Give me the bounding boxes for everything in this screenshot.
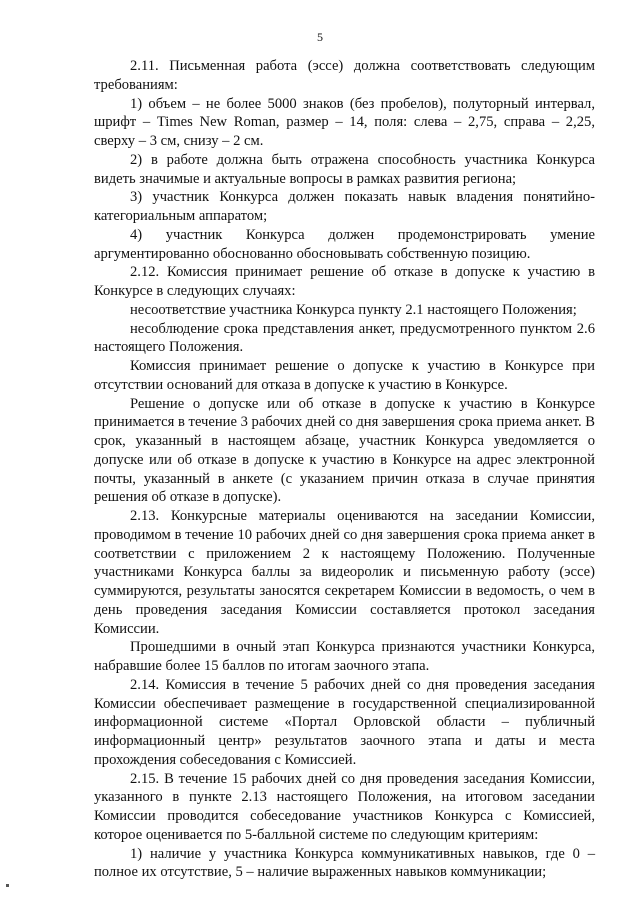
paragraph-qualification: Прошедшими в очный этап Конкурса признаются участники Конкурса, набравшие более 15 баллов по итогам заочного этапа.: [94, 639, 595, 674]
page-number: 5: [317, 30, 323, 44]
paragraph-2-11: 2.11. Письменная работа (эссе) должна соответствовать следующим требованиям:: [94, 58, 595, 93]
paragraph-refusal-reason-1: несоответствие участника Конкурса пункту 2.1 настоящего Положения;: [130, 301, 577, 318]
paragraph-2-15: 2.15. В течение 15 рабочих дней со дня проведения заседания Комиссии, указанного в пункте 2.13 настоящего Положения, на итоговом заседании Комиссии проводится собеседование участников Конкурса с Комиссией, которое оценивается по 5-балльной системе по следующим критериям:: [94, 770, 595, 843]
paragraph-requirement-1: 1) объем – не более 5000 знаков (без пробелов), полуторный интервал, шрифт – Times New Roman, размер – 14, поля: слева – 2,75, справа – 2,25, сверху – 3 см, снизу – 2 см.: [94, 95, 595, 149]
paragraph-decision-timing: Решение о допуске или об отказе в допуске к участию в Конкурсе принимается в течение 3 рабочих дней со дня завершения срока приема анкет. В срок, указанный в настоящем абзаце, участник Конкурса уведомляется о допуске или об отказе в допуске к участию в Конкурсе на адрес электронной почты, указанный в анкете (с указанием причин отказа в случае принятия решения об отказе в допуске).: [94, 395, 596, 506]
paragraph-requirement-3: 3) участник Конкурса должен показать навык владения понятийно-категориальным аппаратом;: [94, 189, 595, 224]
paragraph-requirement-4: 4) участник Конкурса должен продемонстрировать умение аргументированно обоснованно обосновывать собственную позицию.: [94, 226, 595, 262]
paragraph-criterion-1: 1) наличие у участника Конкурса коммуникативных навыков, где 0 – полное их отсутствие, 5 – наличие выраженных навыков коммуникации;: [94, 845, 595, 881]
paragraph-refusal-reason-2: несоблюдение срока представления анкет, предусмотренного пунктом 2.6 настоящего Положения.: [94, 320, 595, 356]
paragraph-2-14: 2.14. Комиссия в течение 5 рабочих дней со дня проведения заседания Комиссии обеспечивает размещение в государственной специализированной информационной системе «Портал Орловской области – публичный информационный центр» результатов заочного этапа и даты и места прохождения собеседования с Комиссией.: [94, 676, 595, 768]
scan-mark: [6, 884, 9, 887]
paragraph-2-13: 2.13. Конкурсные материалы оцениваются на заседании Комиссии, проводимом в течение 10 рабочих дней со дня завершения срока приема анкет в соответствии с приложением 2 к настоящему Положению. Полученные участниками Конкурса баллы за видеоролик и письменную работу (эссе) суммируются, результаты заносятся секретарем Комиссии в ведомость, о чем в день проведения заседания Комиссии составляется протокол заседания Комиссии.: [94, 508, 595, 637]
paragraph-admission-decision: Комиссия принимает решение о допуске к участию в Конкурсе при отсутствии оснований для отказа в допуске к участию в Конкурсе.: [94, 358, 595, 393]
paragraph-2-12: 2.12. Комиссия принимает решение об отказе в допуске к участию в Конкурсе в следующих случаях:: [94, 264, 595, 299]
document-body: [94, 57, 595, 882]
paragraph-requirement-2: 2) в работе должна быть отражена способность участника Конкурса видеть значимые и актуальные вопросы в рамках развития региона;: [94, 151, 595, 187]
